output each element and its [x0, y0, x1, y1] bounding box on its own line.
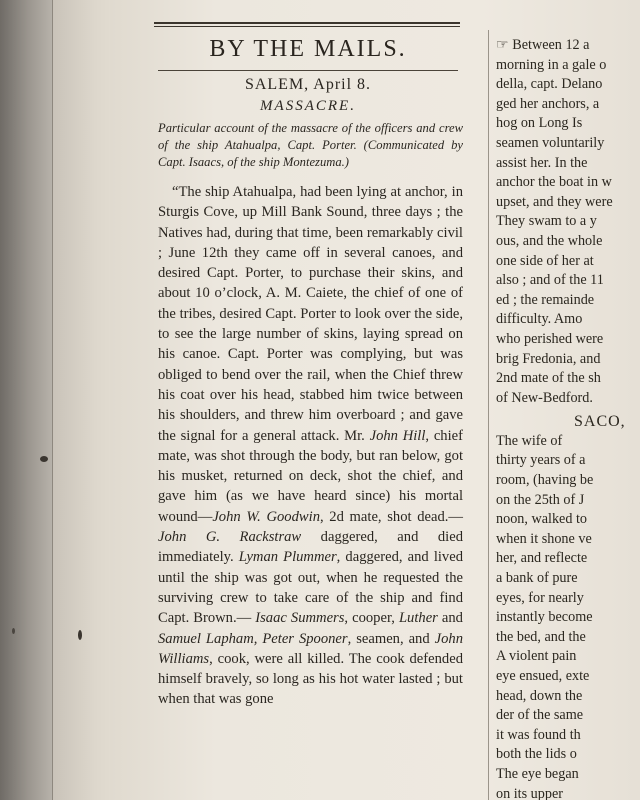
right-column [496, 36, 640, 800]
right-column-line: thirty years of a [496, 452, 586, 469]
dateline: SALEM, April 8. [244, 76, 372, 93]
body-text-segment: daggered, and died immediately. [158, 529, 463, 566]
right-column-line: morning in a gale o [496, 56, 607, 73]
body-text-segment: , cook, were all killed. The cook defended himself bravely, so long as his hot water lasted ; but when that was gone [158, 650, 463, 708]
ink-smudge [78, 630, 82, 640]
person-name: John W. Goodwin [212, 508, 320, 525]
right-column-line: 2nd mate of the sh [496, 370, 601, 387]
right-column-line: seamen voluntarily [496, 134, 605, 151]
right-column-line: der of the same [496, 707, 584, 724]
right-column-line: who perished were [496, 330, 604, 347]
right-column-line: her, and reflecte [496, 550, 588, 567]
right-column-line: the bed, and the [496, 628, 586, 645]
right-column-line: on its upper [496, 785, 563, 800]
section-heading: BY THE MAILS. [209, 36, 407, 62]
right-column-line: brig Fredonia, and [496, 350, 601, 367]
body-text-segment: and [437, 610, 463, 627]
right-column-line: also ; and of the 11 [496, 272, 604, 289]
right-column-line: instantly become [496, 609, 593, 626]
right-column-line: della, capt. Delano [496, 76, 603, 93]
right-column-line: a bank of pure [496, 570, 578, 587]
right-column-line: eye ensued, exte [496, 668, 590, 684]
article-body [158, 182, 463, 710]
right-column-line: difficulty. Amo [496, 311, 583, 328]
right-column-line: upset, and they were [496, 193, 613, 210]
person-name: Isaac Summers [255, 610, 345, 627]
column-rule [488, 30, 489, 800]
right-column-line: The wife of [496, 432, 563, 449]
right-column-line: A violent pain [496, 648, 577, 665]
right-column-line: ous, and the whole [496, 232, 603, 249]
top-rule-thin [154, 26, 460, 27]
body-text-segment: , cooper, [344, 610, 395, 627]
right-column-line: assist her. In the [496, 154, 588, 171]
body-text-segment: , chief mate, was shot through the body, but ran below, got his musket, returned on deck, shot the chief, and gave him (as we have heard since) his mortal wound— [158, 427, 463, 525]
right-column-line: ☞ Between 12 a [496, 37, 590, 53]
right-column-line: ged her anchors, a [496, 95, 600, 112]
right-column-line: of New-Bedford. [496, 389, 593, 406]
right-column-line: The eye began [496, 765, 579, 782]
right-column-line: anchor the boat in w [496, 174, 612, 191]
body-text-segment: , daggered, and lived until the ship was got out, when he requested the surviving crew to take care of the ship and find Capt. Brown.— [158, 549, 463, 627]
person-name: Lyman Plummer [238, 549, 337, 566]
right-column-line: eyes, for nearly [496, 589, 584, 606]
person-name: John Williams [158, 630, 463, 667]
person-name: Samuel Lapham, Peter Spooner [158, 630, 348, 647]
right-column-line: noon, walked to [496, 511, 588, 528]
article-headline: MASSACRE. [260, 98, 356, 114]
heading-rule [158, 70, 458, 71]
right-column-line: when it shone ve [496, 530, 592, 547]
person-name: John G. Rackstraw [158, 529, 302, 546]
right-column-line: one side of her at [496, 252, 594, 269]
main-column [148, 14, 468, 800]
body-text-segment: , seamen, and [347, 630, 430, 647]
right-column-line: it was found th [496, 726, 581, 743]
right-column-line: hog on Long Is [496, 115, 583, 132]
right-column-dateline: SACO, [574, 413, 626, 431]
top-rule [154, 22, 460, 24]
right-column-line: both the lids o [496, 746, 577, 763]
person-name: Luther [398, 610, 438, 627]
ink-smudge [40, 456, 48, 462]
body-text-segment: “The ship Atahualpa, had been lying at anchor, in Sturgis Cove, up Mill Bank Sound, three days ; the Natives had, during that time, been remarkably civil ; June 12th they came off in several canoes, and desired Capt. Porter, to purchase their skins, and about 10 o’clock, A. M. Caiete, the chief of one of the tribes, desired Capt. Porter to look over the side, to see the large number of skins, laying spread on his canoe. Capt. Porter was complying, but was obliged to bend over the rail, when the Chief threw his coat over his head, stabbed him twice between his shoulders, and threw him overboard ; and gave the signal for a general attack. Mr. [158, 184, 463, 444]
article-subhead: Particular account of the massacre of the officers and crew of the ship Atahualpa, Capt. Porter. (Communicated by Capt. Isaacs, of the ship Montezuma.) [158, 121, 463, 169]
ink-smudge [12, 628, 15, 634]
right-column-line: on the 25th of J [496, 491, 585, 508]
newspaper-page [110, 0, 640, 800]
right-column-line: room, (having be [496, 472, 594, 489]
right-column-line: They swam to a y [496, 213, 597, 230]
person-name: John Hill [369, 427, 426, 444]
left-margin-background [0, 0, 52, 800]
body-text-segment: , 2d mate, shot dead.— [320, 508, 463, 525]
right-column-line: head, down the [496, 687, 583, 704]
right-column-line: ed ; the remainde [496, 291, 595, 308]
